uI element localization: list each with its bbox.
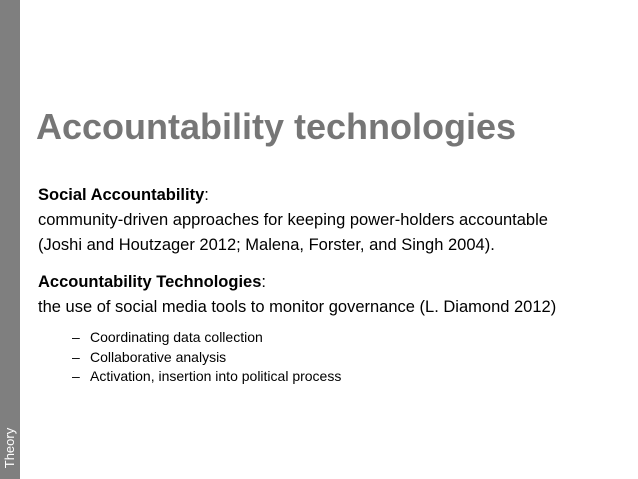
section-accountability-technologies bbox=[38, 270, 628, 320]
definition-line: community-driven approaches for keeping power-holders accountable bbox=[38, 211, 548, 229]
bullet-dash: – bbox=[72, 348, 80, 365]
side-bar bbox=[0, 0, 20, 479]
bullet-item bbox=[72, 367, 628, 387]
term-colon: : bbox=[204, 186, 209, 204]
bullet-text: Coordinating data collection bbox=[90, 329, 263, 345]
term-social-accountability: Social Accountability bbox=[38, 186, 205, 204]
side-bar-label: Theory bbox=[2, 427, 17, 469]
bullet-dash: – bbox=[72, 368, 80, 384]
section-heading bbox=[38, 183, 628, 208]
term-colon: : bbox=[261, 273, 266, 291]
bullet-list bbox=[38, 328, 628, 387]
bullet-dash: – bbox=[72, 329, 80, 345]
definition-line: the use of social media tools to monitor governance (L. Diamond 2012) bbox=[38, 298, 557, 316]
section-social-accountability bbox=[38, 183, 628, 258]
slide-body bbox=[38, 183, 628, 387]
bullet-item bbox=[72, 328, 628, 348]
definition-line: (Joshi and Houtzager 2012; Malena, Forster, and Singh 2004). bbox=[38, 236, 495, 254]
bullet-item bbox=[72, 348, 628, 368]
term-accountability-technologies: Accountability Technologies bbox=[38, 273, 262, 291]
slide-title: Accountability technologies bbox=[36, 106, 517, 147]
bullet-text: Activation, insertion into political process bbox=[90, 368, 342, 384]
section-heading bbox=[38, 270, 628, 295]
bullet-text: Collaborative analysis bbox=[90, 348, 227, 365]
